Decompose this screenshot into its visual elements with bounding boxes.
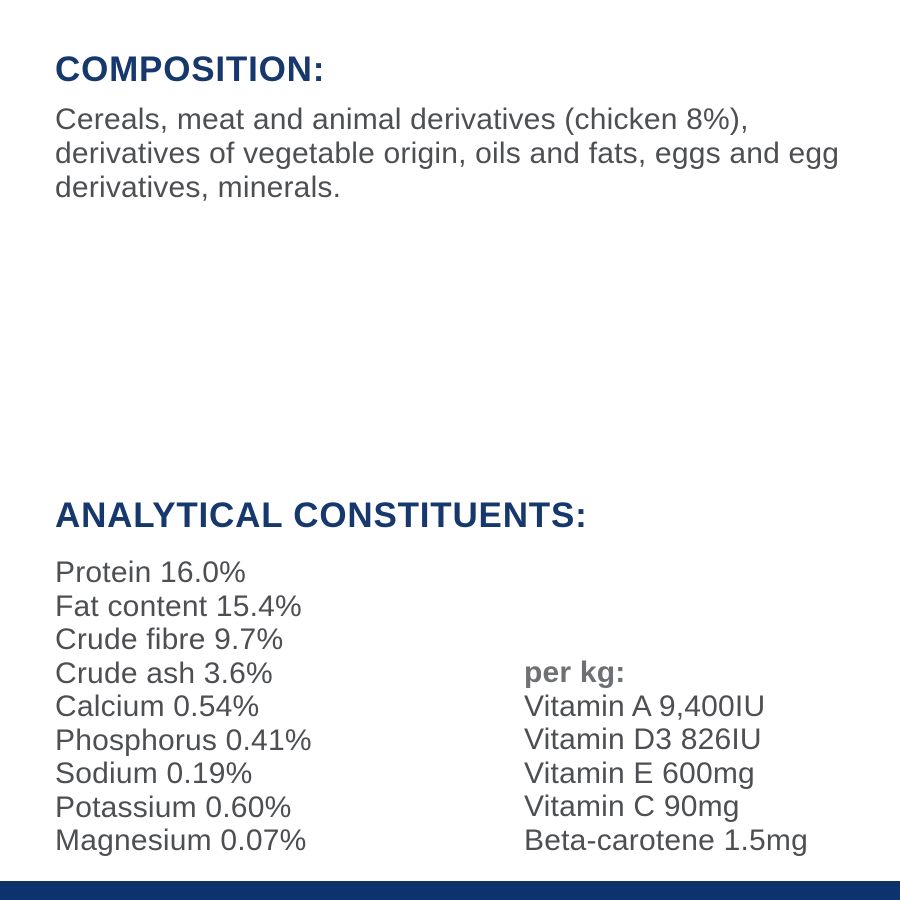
analyte-item: Sodium 0.19% bbox=[55, 757, 253, 790]
vitamin-item: Vitamin E 600mg bbox=[524, 756, 755, 790]
vitamin-item: Vitamin A 9,400IU bbox=[524, 689, 766, 723]
analyte-item: Protein 16.0% bbox=[55, 556, 247, 589]
analyte-item: Phosphorus 0.41% bbox=[55, 723, 312, 757]
vitamin-item: Vitamin C 90mg bbox=[524, 790, 740, 823]
analyte-item: Potassium 0.60% bbox=[55, 790, 292, 824]
vitamin-item: Beta-carotene 1.5mg bbox=[524, 823, 808, 857]
per-kg-label: per kg: bbox=[524, 656, 626, 689]
bottom-navy-bar bbox=[0, 881, 900, 900]
analyte-item: Calcium 0.54% bbox=[55, 690, 260, 723]
analyte-item: Fat content 15.4% bbox=[55, 589, 302, 623]
per-kg-vitamins-list bbox=[524, 656, 808, 857]
analyte-item: Magnesium 0.07% bbox=[55, 824, 307, 857]
analyte-item: Crude ash 3.6% bbox=[55, 656, 273, 690]
vitamin-item: Vitamin D3 826IU bbox=[524, 723, 762, 756]
analytical-constituents-list bbox=[55, 556, 312, 858]
analyte-item: Crude fibre 9.7% bbox=[55, 623, 284, 656]
composition-heading: COMPOSITION: bbox=[55, 50, 326, 89]
composition-body-text: Cereals, meat and animal derivatives (chicken 8%), derivatives of vegetable origin, oils and fats, eggs and egg derivatives, minerals. bbox=[55, 103, 840, 204]
analytical-constituents-heading: ANALYTICAL CONSTITUENTS: bbox=[55, 496, 588, 535]
